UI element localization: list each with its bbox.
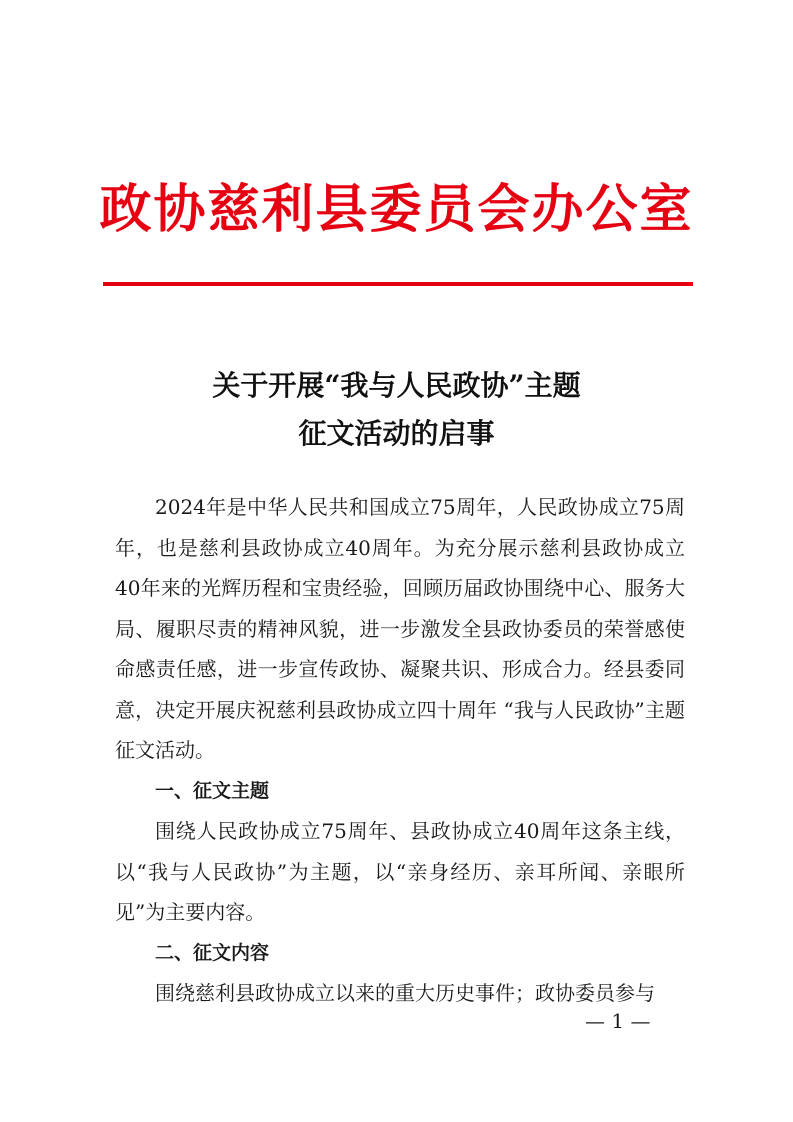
document-title <box>0 362 793 458</box>
section-text-content: 围绕慈利县政协成立以来的重大历史事件；政协委员参与 <box>155 981 655 1005</box>
page-number: — 1 — <box>585 1009 651 1033</box>
intro-paragraph: 2024年是中华人民共和国成立75周年，人民政协成立75周年，也是慈利县政协成立40周年。为充分展示慈利县政协成立40年来的光辉历程和宝贵经验，回顾历届政协围绕中心、服务大局、履职尽责的精神风貌，进一步激发全县政协委员的荣誉感使命感责任感，进一步宣传政协、凝聚共识、形成合力。经县委同意，决定开展庆祝慈利县政协成立四十周年 “我与人民政协”主题征文活动。 <box>115 495 685 762</box>
document-body <box>115 487 685 1014</box>
document-title-line-2: 征文活动的启事 <box>298 417 495 450</box>
section-text-theme: 围绕人民政协成立75周年、县政协成立40周年这条主线，以“我与人民政协”为主题，以“亲身经历、亲耳所闻、亲眼所见”为主要内容。 <box>115 819 685 924</box>
document-title-line-1: 关于开展“我与人民政协”主题 <box>212 369 581 402</box>
section-heading-theme: 一、征文主题 <box>155 779 270 802</box>
masthead-org-name: 政协慈利县委员会办公室 <box>99 179 694 240</box>
masthead-red-rule <box>103 282 693 286</box>
section-heading-content: 二、征文内容 <box>155 941 270 964</box>
